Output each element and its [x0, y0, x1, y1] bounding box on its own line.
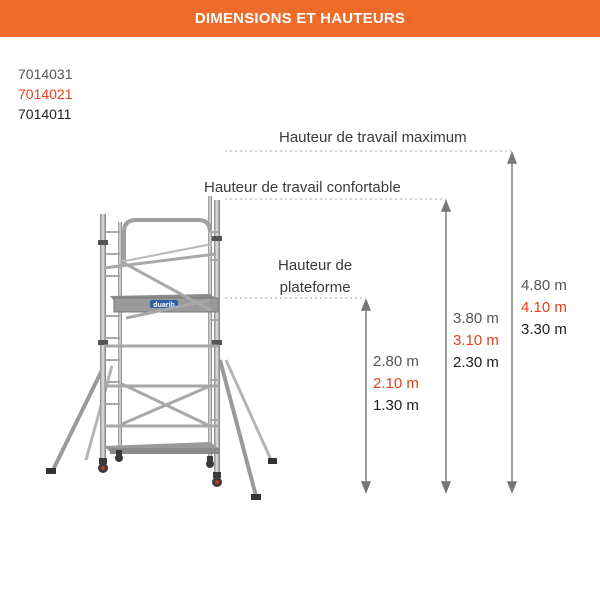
scaffold-illustration [46, 196, 277, 500]
comfort-height-7014031: 3.80 m [453, 310, 499, 327]
reference-7014011: 7014011 [18, 106, 72, 122]
comfort-height-arrow [442, 201, 450, 492]
platform-heights [373, 351, 419, 417]
platform-height-arrow [362, 300, 370, 492]
max-heights [521, 275, 567, 341]
platform-height-7014031: 2.80 m [373, 353, 419, 370]
label-working-max: Hauteur de travail maximum [279, 129, 467, 146]
header-title: DIMENSIONS ET HAUTEURS [194, 10, 406, 27]
comfort-heights [453, 308, 499, 374]
reference-7014031: 7014031 [18, 66, 73, 82]
max-height-7014021: 4.10 m [521, 299, 567, 316]
label-working-comfort: Hauteur de travail confortable [204, 179, 401, 196]
brand-logo: duarib [153, 302, 175, 309]
max-height-arrow [508, 153, 516, 492]
platform-height-7014021: 2.10 m [373, 375, 419, 392]
max-height-7014031: 4.80 m [521, 277, 567, 294]
label-platform-line1: Hauteur de [278, 257, 353, 274]
label-platform [278, 255, 352, 299]
platform-height-7014011: 1.30 m [373, 397, 419, 414]
label-platform-line2: plateforme [279, 279, 351, 296]
comfort-height-7014011: 2.30 m [453, 354, 499, 371]
max-height-7014011: 3.30 m [521, 321, 567, 338]
comfort-height-7014021: 3.10 m [453, 332, 499, 349]
reference-7014021: 7014021 [18, 86, 73, 102]
